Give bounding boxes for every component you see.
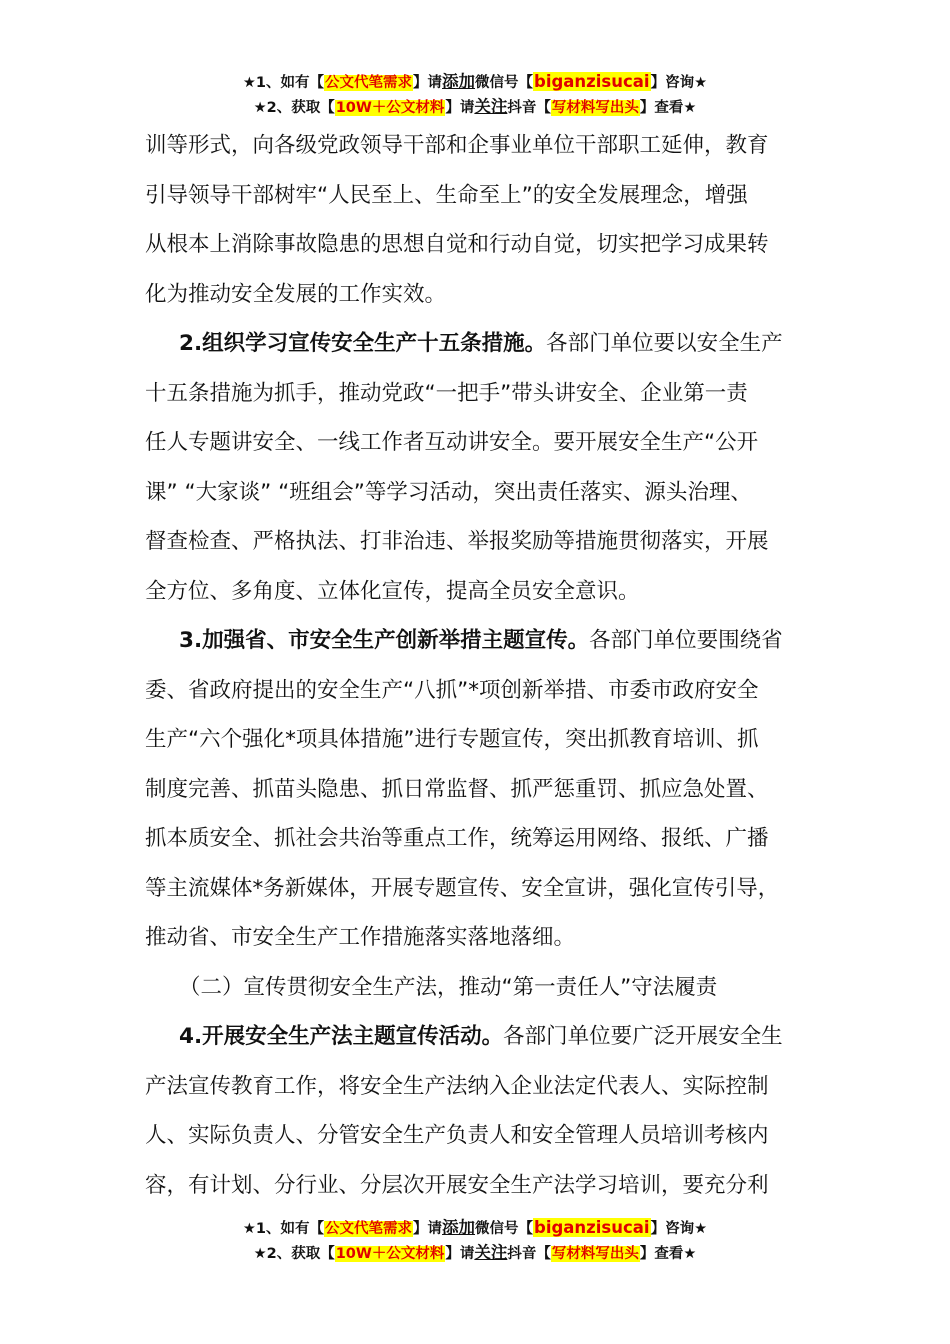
banner-underlined: 关注 — [474, 97, 508, 116]
banner-douyin-name: 写材料写出头 — [551, 1246, 639, 1262]
banner-text: 】请 — [413, 75, 443, 91]
body-line: 化为推动安全发展的工作实效。 — [145, 281, 447, 307]
body-text: 各部门单位要围绕省 — [589, 628, 783, 653]
paragraph-3-first-line — [145, 616, 810, 666]
banner-text: 微信号【 — [475, 75, 534, 91]
body-line: 生产“六个强化*项具体措施”进行专题宣传，突出抓教育培训、抓 — [145, 727, 759, 752]
banner-text: 】请 — [413, 1221, 443, 1237]
section-heading: （二）宣传贯彻安全生产法，推动“第一责任人”守法履责 — [179, 974, 718, 1000]
banner-text: 】咨询★ — [650, 75, 708, 91]
body-line: 十五条措施为抓手，推动党政“一把手”带头讲安全、企业第一责 — [145, 380, 748, 406]
document-body — [145, 121, 810, 1210]
banner-highlight: 公文代笔需求 — [325, 1221, 413, 1237]
body-line: 课” “大家谈” “班组会”等学习活动，突出责任落实、源头治理、 — [145, 479, 752, 505]
banner-text: 抖音【 — [507, 1246, 551, 1262]
banner-text: 抖音【 — [507, 100, 551, 116]
body-line: 抓本质安全、抓社会共治等重点工作，统筹运用网络、报纸、广播 — [145, 826, 769, 851]
banner-douyin-name: 写材料写出头 — [551, 100, 639, 116]
body-text: 各部门单位要以安全生产 — [546, 331, 783, 356]
banner-highlight: 10W＋公文材料 — [335, 100, 445, 116]
body-line: 人、实际负责人、分管安全生产负责人和安全管理人员培训考核内 — [145, 1123, 769, 1148]
banner-text: 】请 — [445, 1246, 475, 1262]
body-line: 训等形式，向各级党政领导干部和企事业单位干部职工延伸，教育 — [145, 133, 769, 158]
banner-text: ★2、获取【 — [253, 1246, 335, 1262]
body-line: 等主流媒体*务新媒体，开展专题宣传、安全宣讲，强化宣传引导， — [145, 875, 780, 901]
banner-line-1 — [0, 70, 950, 95]
body-line: 引导领导干部树牢“人民至上、生命至上”的安全发展理念，增强 — [145, 182, 748, 208]
body-line: 从根本上消除事故隐患的思想自觉和行动自觉，切实把学习成果转 — [145, 232, 769, 257]
paragraph-heading: 2.组织学习宣传安全生产十五条措施。 — [179, 331, 547, 356]
body-line: 全方位、多角度、立体化宣传，提高全员安全意识。 — [145, 578, 640, 604]
banner-line-2 — [0, 95, 950, 120]
body-line: 推动省、市安全生产工作措施落实落地落细。 — [145, 925, 576, 950]
header-banner — [0, 70, 950, 120]
banner-text: 】咨询★ — [650, 1221, 708, 1237]
paragraph-2-first-line — [145, 319, 810, 369]
banner-underlined: 关注 — [474, 1243, 508, 1262]
body-line: 容，有计划、分行业、分层次开展安全生产法学习培训，要充分利 — [145, 1172, 769, 1198]
banner-line-1 — [0, 1216, 950, 1241]
paragraph-heading: 4.开展安全生产法主题宣传活动。 — [179, 1024, 504, 1049]
banner-text: ★1、如有【 — [242, 75, 325, 91]
banner-highlight: 10W＋公文材料 — [335, 1246, 445, 1262]
body-line: 任人专题讲安全、一线工作者互动讲安全。要开展安全生产“公开 — [145, 430, 759, 455]
banner-text: ★2、获取【 — [253, 100, 335, 116]
paragraph-4-first-line — [145, 1012, 810, 1062]
paragraph-heading: 3.加强省、市安全生产创新举措主题宣传。 — [179, 628, 590, 653]
banner-text: 】查看★ — [639, 1246, 697, 1262]
banner-highlight: 公文代笔需求 — [325, 75, 413, 91]
footer-banner — [0, 1216, 950, 1266]
body-line: 制度完善、抓苗头隐患、抓日常监督、抓严惩重罚、抓应急处置、 — [145, 776, 769, 802]
banner-wechat-id: biganzisucai — [534, 1218, 650, 1237]
body-line: 委、省政府提出的安全生产“八抓”*项创新举措、市委市政府安全 — [145, 677, 759, 703]
banner-wechat-id: biganzisucai — [534, 72, 650, 91]
body-line: 督查检查、严格执法、打非治违、举报奖励等措施贯彻落实，开展 — [145, 529, 769, 554]
body-text: 各部门单位要广泛开展安全生 — [503, 1024, 783, 1049]
banner-text: ★1、如有【 — [242, 1221, 325, 1237]
banner-text: 微信号【 — [475, 1221, 534, 1237]
banner-text: 】查看★ — [639, 100, 697, 116]
banner-text: 】请 — [445, 100, 475, 116]
banner-underlined: 添加 — [442, 1218, 476, 1237]
body-line: 产法宣传教育工作，将安全生产法纳入企业法定代表人、实际控制 — [145, 1073, 769, 1099]
banner-line-2 — [0, 1241, 950, 1266]
banner-underlined: 添加 — [442, 72, 476, 91]
